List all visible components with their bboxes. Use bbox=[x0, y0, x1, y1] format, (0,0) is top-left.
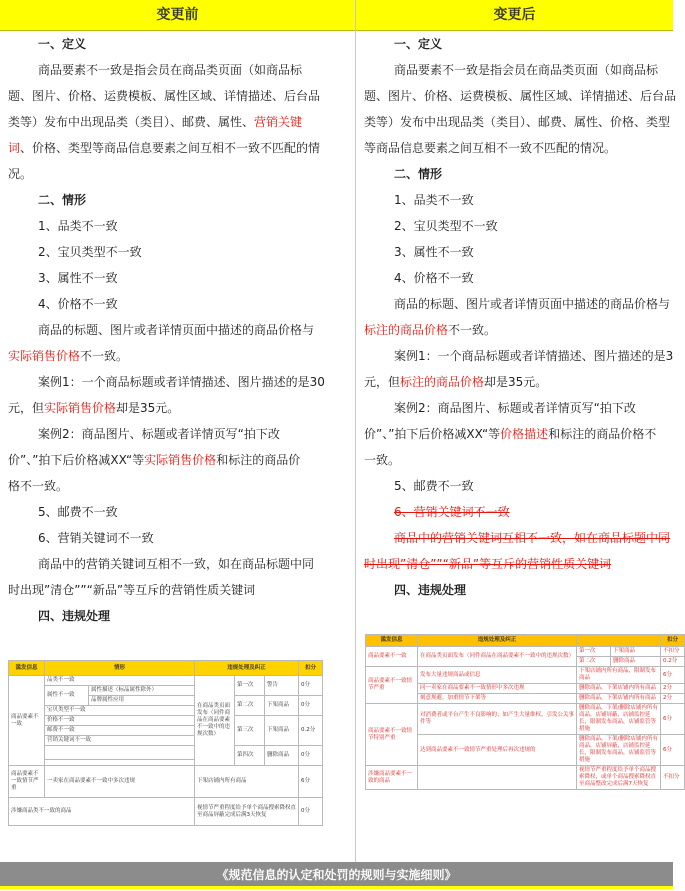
table-cell: 商品要素不一致 bbox=[9, 676, 45, 766]
table-cell: 属性不一致 bbox=[45, 686, 89, 706]
table-cell: 6分 bbox=[661, 735, 685, 766]
text-line: 类等）发布中出现品类（类目）、邮费、属性、价格、类型 bbox=[364, 115, 671, 129]
table-cell: 涉嫌商品要素不一致的商品 bbox=[366, 766, 418, 790]
table-cell: 删除商品，下架店铺内所有商品 bbox=[577, 684, 661, 694]
table-cell: 品类不一致 bbox=[45, 676, 195, 686]
table-cell: 删除商品 bbox=[265, 746, 299, 766]
table-cell: 商品要素不一致情节严重 bbox=[9, 766, 45, 798]
table-cell bbox=[45, 746, 195, 760]
table-cell: 0分 bbox=[299, 746, 323, 766]
after-body bbox=[356, 31, 677, 603]
table-cell: 0分 bbox=[299, 696, 323, 716]
text-line: 况。 bbox=[8, 167, 33, 181]
table-cell: 下架店铺内所有商品 bbox=[195, 766, 299, 798]
table-cell: 品牌属性应用 bbox=[89, 696, 195, 706]
highlight: 词 bbox=[8, 141, 21, 155]
table-cell: 商品要素不一致 bbox=[366, 647, 418, 667]
after-column bbox=[356, 0, 680, 862]
table-cell: 同一卖家在商品要素不一致情形中多次违规 bbox=[418, 684, 577, 694]
text-line: 案例1：一个商品标题或者详情描述、图片描述的是3 bbox=[394, 349, 674, 363]
text-line: 价”、”拍下后价格减XX“等价格描述和标注的商品价格不 bbox=[364, 427, 657, 441]
text-line: 价”、”拍下后价格减XX“等实际销售价格和标注的商品价 bbox=[8, 453, 301, 467]
table-cell: 6分 bbox=[299, 766, 323, 798]
list-item: 1、品类不一致 bbox=[38, 219, 118, 233]
text-line: 题、图片、价格、运费模板、属性区域、详情描述、后台品 bbox=[8, 89, 321, 103]
table-cell: 第二次 bbox=[577, 657, 611, 667]
table-cell: 0.2分 bbox=[661, 657, 685, 667]
highlight: 营销关键 bbox=[254, 115, 303, 129]
table-cell: 邮费不一致 bbox=[45, 726, 195, 736]
section-title: 一、定义 bbox=[394, 37, 443, 51]
table-row bbox=[9, 746, 323, 760]
column-header bbox=[577, 635, 661, 647]
table-cell: 下架店铺内所有商品，限制发布商品 bbox=[577, 667, 661, 684]
list-item: 4、价格不一致 bbox=[394, 271, 474, 285]
table-cell: 第一次 bbox=[577, 647, 611, 657]
table-cell: 对消费者或平台产生不良影响的；如产生大量维权、引发公关事件等 bbox=[418, 704, 577, 735]
before-header: 变更前 bbox=[0, 0, 355, 31]
table-cell: 第二次 bbox=[235, 696, 265, 716]
highlight: 实际销售价格 bbox=[144, 453, 217, 467]
table-cell: 第四次 bbox=[235, 746, 265, 766]
table-cell: 商品要素不一致情节特别严重 bbox=[366, 704, 418, 766]
column-header: 滥发信息 bbox=[366, 635, 418, 647]
table-cell: 0分 bbox=[299, 676, 323, 696]
list-item: 5、邮费不一致 bbox=[394, 479, 474, 493]
deleted-list-item: 6、营销关键词不一致 bbox=[394, 505, 510, 519]
table-cell: 6分 bbox=[661, 704, 685, 735]
table-cell: 下架商品 bbox=[265, 716, 299, 746]
table-cell: 营销关键词不一致 bbox=[45, 736, 195, 746]
text-line: 实际销售价格不一致。 bbox=[8, 349, 129, 363]
table-cell: 视情节严重程度给予单个商品搜索降权，或单个商品搜索降权直至商品整改完成后满7天恢复 bbox=[577, 766, 661, 790]
table-cell: 删除商品 bbox=[611, 657, 661, 667]
table-row bbox=[366, 667, 685, 684]
table-cell: 2分 bbox=[661, 694, 685, 704]
table-cell: 不扣分 bbox=[661, 766, 685, 790]
table-cell: 下架商品 bbox=[611, 647, 661, 657]
table-row bbox=[366, 647, 685, 657]
table-cell: 警告 bbox=[265, 676, 299, 696]
table-row bbox=[366, 704, 685, 735]
deleted-text-line: 商品中的营销关键词互相不一致，如在商品标题中同 bbox=[394, 531, 671, 545]
list-item: 3、属性不一致 bbox=[38, 271, 118, 285]
before-body bbox=[0, 31, 355, 629]
table-header-row bbox=[9, 661, 323, 676]
footer-rule bbox=[0, 886, 673, 889]
section-title: 四、违规处理 bbox=[38, 609, 111, 623]
deleted-text-line: 时出现”清仓””“新品”等互斥的营销性质关键词 bbox=[364, 557, 612, 571]
table-cell: 第三次 bbox=[235, 716, 265, 746]
after-header: 变更后 bbox=[356, 0, 673, 31]
column-header: 扣分 bbox=[661, 635, 685, 647]
list-item: 4、价格不一致 bbox=[38, 297, 118, 311]
table-cell: 商品要素不一致情节严重 bbox=[366, 667, 418, 704]
table-cell: 发布大量违规商品或信息 bbox=[418, 667, 577, 684]
table-row bbox=[9, 766, 323, 798]
table-cell: 0.2分 bbox=[299, 716, 323, 746]
table-cell: 不扣分 bbox=[661, 647, 685, 657]
table-cell: 属性描述（标品属性除外） bbox=[89, 686, 195, 696]
list-item: 5、邮费不一致 bbox=[38, 505, 118, 519]
table-row bbox=[366, 766, 685, 790]
table-cell: 第一次 bbox=[235, 676, 265, 696]
section-title: 二、情形 bbox=[38, 193, 87, 207]
table-cell: 刻意规避，加重情节下架等 bbox=[418, 694, 577, 704]
table-row bbox=[9, 676, 323, 686]
text-line: 类等）发布中出现品类（类目）、邮费、属性、营销关键 bbox=[8, 115, 303, 129]
table-cell: 删除商品，下架店铺内所有商品 bbox=[577, 694, 661, 704]
text-line: 案例2：商品图片、标题或者详情页写“拍下改 bbox=[38, 427, 280, 441]
table-cell: 价格不一致 bbox=[45, 716, 195, 726]
text-line: 元，但标注的商品价格却是35元。 bbox=[364, 375, 548, 389]
table-cell: 宝贝类型不一致 bbox=[45, 706, 195, 716]
highlight: 价格描述 bbox=[500, 427, 549, 441]
highlight: 实际销售价格 bbox=[44, 401, 117, 415]
highlight: 标注的商品价格 bbox=[400, 375, 485, 389]
table-cell: 2分 bbox=[661, 684, 685, 694]
text-line: 词、价格、类型等商品信息要素之间互相不一致不匹配的情 bbox=[8, 141, 321, 155]
table-cell: 涉嫌商品类不一致的商品 bbox=[9, 798, 195, 826]
highlight: 标注的商品价格 bbox=[364, 323, 449, 337]
text-line: 案例2：商品图片、标题或者详情页写“拍下改 bbox=[394, 401, 636, 415]
table-cell: 0分 bbox=[299, 798, 323, 826]
list-item: 1、品类不一致 bbox=[394, 193, 474, 207]
section-title: 四、违规处理 bbox=[394, 583, 467, 597]
text-line: 商品的标题、图片或者详情页面中描述的商品价格与 bbox=[394, 297, 671, 311]
text-line: 案例1：一个商品标题或者详情描述、图片描述的是30 bbox=[38, 375, 325, 389]
text-line: 一致。 bbox=[364, 453, 401, 467]
list-item: 2、宝贝类型不一致 bbox=[38, 245, 142, 259]
text-line: 商品要素不一致是指会员在商品类页面（如商品标 bbox=[38, 63, 303, 77]
column-header: 滥发信息 bbox=[9, 661, 45, 676]
table-cell: 下架商品 bbox=[265, 696, 299, 716]
list-item: 6、营销关键词不一致 bbox=[38, 531, 154, 545]
text-line: 商品中的营销关键词互相不一致，如在商品标题中同 bbox=[38, 557, 315, 571]
table-header-row bbox=[366, 635, 685, 647]
column-header: 情形 bbox=[45, 661, 195, 676]
text-line: 元，但实际销售价格却是35元。 bbox=[8, 401, 180, 415]
section-title: 二、情形 bbox=[394, 167, 443, 181]
table-cell: 删除商品，下架/删除店铺内所有商品，店铺屏蔽，店铺监控延长，限制发布商品，店铺监管等措施 bbox=[577, 735, 661, 766]
after-penalty-table bbox=[365, 634, 685, 790]
section-title: 一、定义 bbox=[38, 37, 87, 51]
text-line: 商品要素不一致是指会员在商品类页面（如商品标 bbox=[394, 63, 659, 77]
table-cell: 达到商品要素不一致情节严重处理后再次违规的 bbox=[418, 735, 577, 766]
column-header: 违规处理及纠正 bbox=[195, 661, 299, 676]
text-line: 时出现”清仓””“新品”等互斥的营销性质关键词 bbox=[8, 583, 256, 597]
text-line: 等商品信息要素之间互相不一致不匹配的情况。 bbox=[364, 141, 617, 155]
table-row bbox=[9, 716, 323, 726]
text-line: 商品的标题、图片或者详情页面中描述的商品价格与 bbox=[38, 323, 315, 337]
list-item: 2、宝贝类型不一致 bbox=[394, 219, 498, 233]
table-cell: 一卖家在商品要素不一致中多次违规 bbox=[45, 766, 195, 798]
table-cell bbox=[418, 766, 577, 790]
column-header: 扣分 bbox=[299, 661, 323, 676]
table-row bbox=[9, 798, 323, 826]
table-cell: 删除商品，下架/删除店铺内所有商品，店铺屏蔽，店铺监控延长，限制发布商品，店铺监管等措施 bbox=[577, 704, 661, 735]
footer-caption: 《规范信息的认定和处罚的规则与实施细则》 bbox=[0, 862, 673, 889]
list-item: 3、属性不一致 bbox=[394, 245, 474, 259]
table-cell: 在商品类页面发布（同件商品在商品要素不一致中的违规次数） bbox=[418, 647, 577, 667]
highlight: 实际销售价格 bbox=[8, 349, 81, 363]
text-line: 题、图片、价格、运费模板、属性区域、详情描述、后台品 bbox=[364, 89, 677, 103]
text-line: 格不一致。 bbox=[8, 479, 69, 493]
text-line: 标注的商品价格不一致。 bbox=[364, 323, 497, 337]
table-cell: 6分 bbox=[661, 667, 685, 684]
table-cell: 视情节严重程度给予单个商品搜索降权直至商品屏蔽完成后满3天恢复 bbox=[195, 798, 299, 826]
table-cell: 在商品类页面发布（同件商品在商品要素不一致中的违规次数） bbox=[195, 676, 235, 766]
column-header: 违规处理及纠正 bbox=[418, 635, 577, 647]
before-penalty-table bbox=[8, 660, 323, 826]
